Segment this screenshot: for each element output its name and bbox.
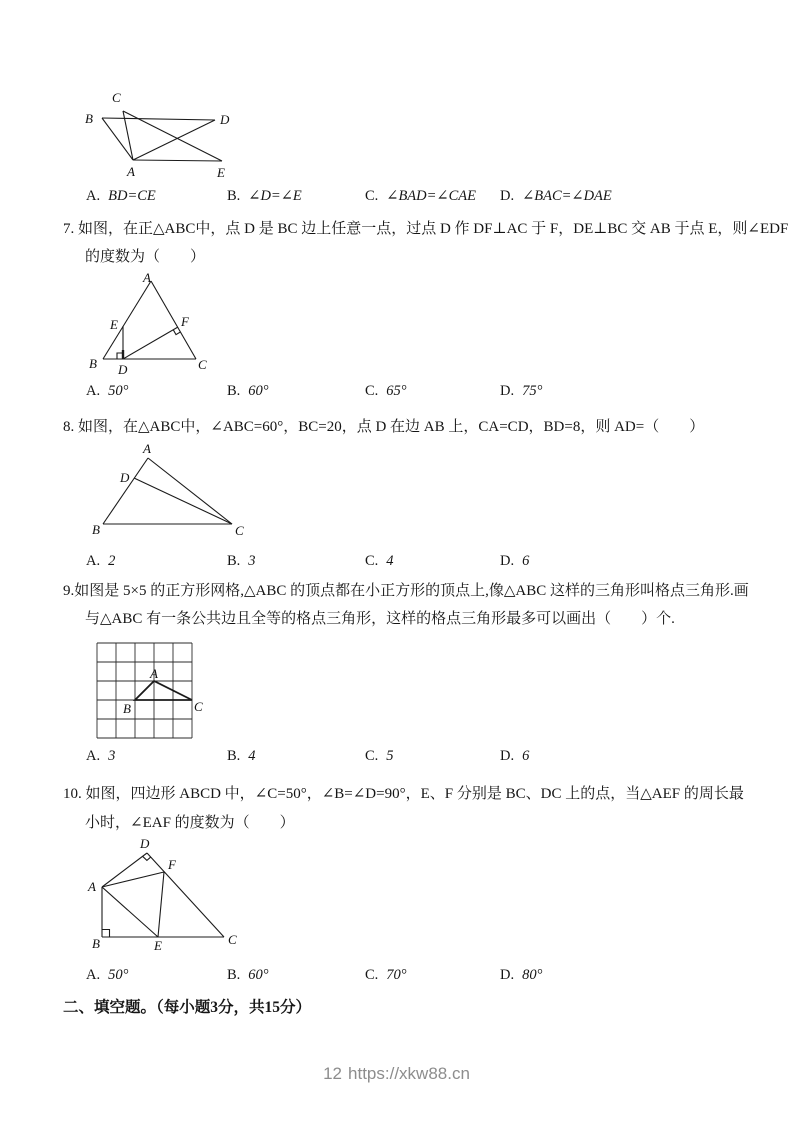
q6-options-row — [0, 188, 793, 208]
option-value: 3 — [248, 553, 256, 569]
q8-option-b — [227, 553, 256, 570]
page-footer — [0, 1064, 793, 1084]
option-letter: B. — [227, 383, 241, 399]
q10-text-line2: 小时，∠EAF 的度数为（ ） — [85, 815, 295, 831]
option-value: 6 — [522, 748, 530, 764]
q9-option-b — [227, 748, 256, 765]
vertex-label-c: C — [235, 523, 244, 538]
vertex-label-c: C — [228, 932, 237, 947]
option-letter: A. — [86, 188, 101, 204]
option-value: 75° — [522, 383, 543, 399]
vertex-label-b: B — [123, 701, 131, 716]
option-letter: D. — [500, 383, 515, 399]
q8-option-a — [86, 553, 115, 570]
option-letter: B. — [227, 748, 241, 764]
option-value: 70° — [386, 967, 407, 983]
vertex-label-c: C — [198, 357, 207, 372]
option-letter: D. — [500, 188, 515, 204]
vertex-label-a: A — [127, 164, 135, 179]
segment-AB — [103, 458, 148, 524]
segment-DF — [123, 327, 178, 359]
vertex-label-d: D — [120, 470, 130, 485]
vertex-label-c: C — [112, 90, 121, 105]
option-letter: A. — [86, 553, 101, 569]
segment-BD — [102, 118, 215, 120]
page-number: 12 — [323, 1064, 343, 1083]
option-letter: B. — [227, 553, 241, 569]
vertex-label-d: D — [118, 362, 128, 377]
option-value: 4 — [248, 748, 256, 764]
vertex-label-a: A — [143, 272, 151, 285]
option-letter: C. — [365, 553, 379, 569]
option-letter: A. — [86, 967, 101, 983]
q8-option-d — [500, 553, 529, 570]
q7-option-a — [86, 383, 128, 400]
q7-text-line1: 7. 如图，在正△ABC中，点 D 是 BC 边上任意一点，过点 D 作 DF⊥AC 于 F，DE⊥BC 交 AB 于点 E，则∠EDF — [63, 221, 789, 237]
option-letter: C. — [365, 383, 379, 399]
option-value: 2 — [108, 553, 116, 569]
q10-option-c — [365, 967, 407, 984]
q7-option-d — [500, 383, 542, 400]
right-angle-mark-b — [102, 930, 110, 938]
option-letter: C. — [365, 967, 379, 983]
option-letter: D. — [500, 553, 515, 569]
vertex-label-b: B — [92, 522, 100, 537]
segment-AE — [102, 887, 158, 937]
q6-option-a — [86, 188, 156, 205]
option-value: BD=CE — [108, 188, 156, 204]
vertex-label-f: F — [181, 314, 189, 329]
section-2-heading: 二、填空题。（每小题3分，共15分） — [63, 999, 312, 1016]
figure-q9 — [95, 641, 210, 746]
q9-options-row — [0, 748, 793, 768]
vertex-label-e: E — [154, 938, 162, 953]
q10-option-b — [227, 967, 269, 984]
option-letter: C. — [365, 188, 379, 204]
segment-EF — [158, 872, 164, 937]
option-value: 5 — [386, 748, 394, 764]
segment-AC — [151, 281, 196, 359]
figure-q6 — [83, 86, 258, 186]
q9-option-a — [86, 748, 115, 765]
q9-option-c — [365, 748, 394, 765]
option-value: 50° — [108, 383, 129, 399]
segment-AE — [133, 160, 222, 161]
option-value: 80° — [522, 967, 543, 983]
segment-CE — [123, 111, 222, 161]
vertex-label-e: E — [217, 165, 225, 180]
q6-option-b — [227, 188, 302, 205]
right-angle-mark-d — [143, 856, 151, 860]
vertex-label-b: B — [89, 356, 97, 371]
vertex-label-b: B — [85, 111, 93, 126]
option-letter: B. — [227, 188, 241, 204]
option-letter: B. — [227, 967, 241, 983]
q9-option-d — [500, 748, 529, 765]
q7-text-line2: 的度数为（ ） — [85, 249, 206, 265]
option-value: ∠BAC=∠DAE — [522, 188, 612, 204]
footer-url: https://xkw88.cn — [348, 1064, 470, 1083]
q7-option-c — [365, 383, 407, 400]
vertex-label-a: A — [143, 443, 151, 456]
q10-text-line1: 10. 如图，四边形 ABCD 中，∠C=50°，∠B=∠D=90°，E、F 分别是 BC、DC 上的点，当△AEF 的周长最 — [63, 786, 744, 802]
segment-DC — [147, 853, 224, 937]
option-letter: A. — [86, 748, 101, 764]
vertex-label-b: B — [92, 936, 100, 951]
vertex-label-f: F — [168, 857, 176, 872]
q7-option-b — [227, 383, 269, 400]
option-letter: C. — [365, 748, 379, 764]
q6-option-c — [365, 188, 476, 205]
vertex-label-a: A — [88, 879, 96, 894]
q6-option-d — [500, 188, 612, 205]
q8-options-row — [0, 553, 793, 573]
vertex-label-c: C — [194, 699, 203, 714]
q10-option-d — [500, 967, 542, 984]
q7-options-row — [0, 383, 793, 403]
option-value: 50° — [108, 967, 129, 983]
triangle-ABC — [135, 681, 192, 700]
option-letter: D. — [500, 748, 515, 764]
q8-text-line1: 8. 如图，在△ABC中，∠ABC=60°，BC=20，点 D 在边 AB 上，CA=CD，BD=8，则 AD=（ ） — [63, 419, 705, 435]
option-value: 3 — [108, 748, 116, 764]
option-value: ∠D=∠E — [248, 188, 302, 204]
option-value: 65° — [386, 383, 407, 399]
q8-option-c — [365, 553, 394, 570]
vertex-label-d: D — [220, 112, 230, 127]
option-letter: D. — [500, 967, 515, 983]
vertex-label-d: D — [140, 838, 150, 851]
option-value: 60° — [248, 967, 269, 983]
option-value: 6 — [522, 553, 530, 569]
option-value: 4 — [386, 553, 394, 569]
vertex-label-a: A — [150, 666, 158, 681]
q10-options-row — [0, 967, 793, 987]
q9-text-line2: 与△ABC 有一条公共边且全等的格点三角形，这样的格点三角形最多可以画出（ ）个. — [85, 611, 675, 627]
figure-q8 — [90, 443, 250, 538]
option-letter: A. — [86, 383, 101, 399]
segment-AD — [133, 120, 215, 160]
q9-text-line1: 9.如图是 5×5 的正方形网格,△ABC 的顶点都在小正方形的顶点上,像△ABC 这样的三角形叫格点三角形.画 — [63, 583, 749, 599]
q10-option-a — [86, 967, 128, 984]
vertex-label-e: E — [110, 317, 118, 332]
option-value: 60° — [248, 383, 269, 399]
figure-q10 — [85, 838, 250, 956]
figure-q7 — [88, 272, 238, 382]
option-value: ∠BAD=∠CAE — [386, 188, 476, 204]
